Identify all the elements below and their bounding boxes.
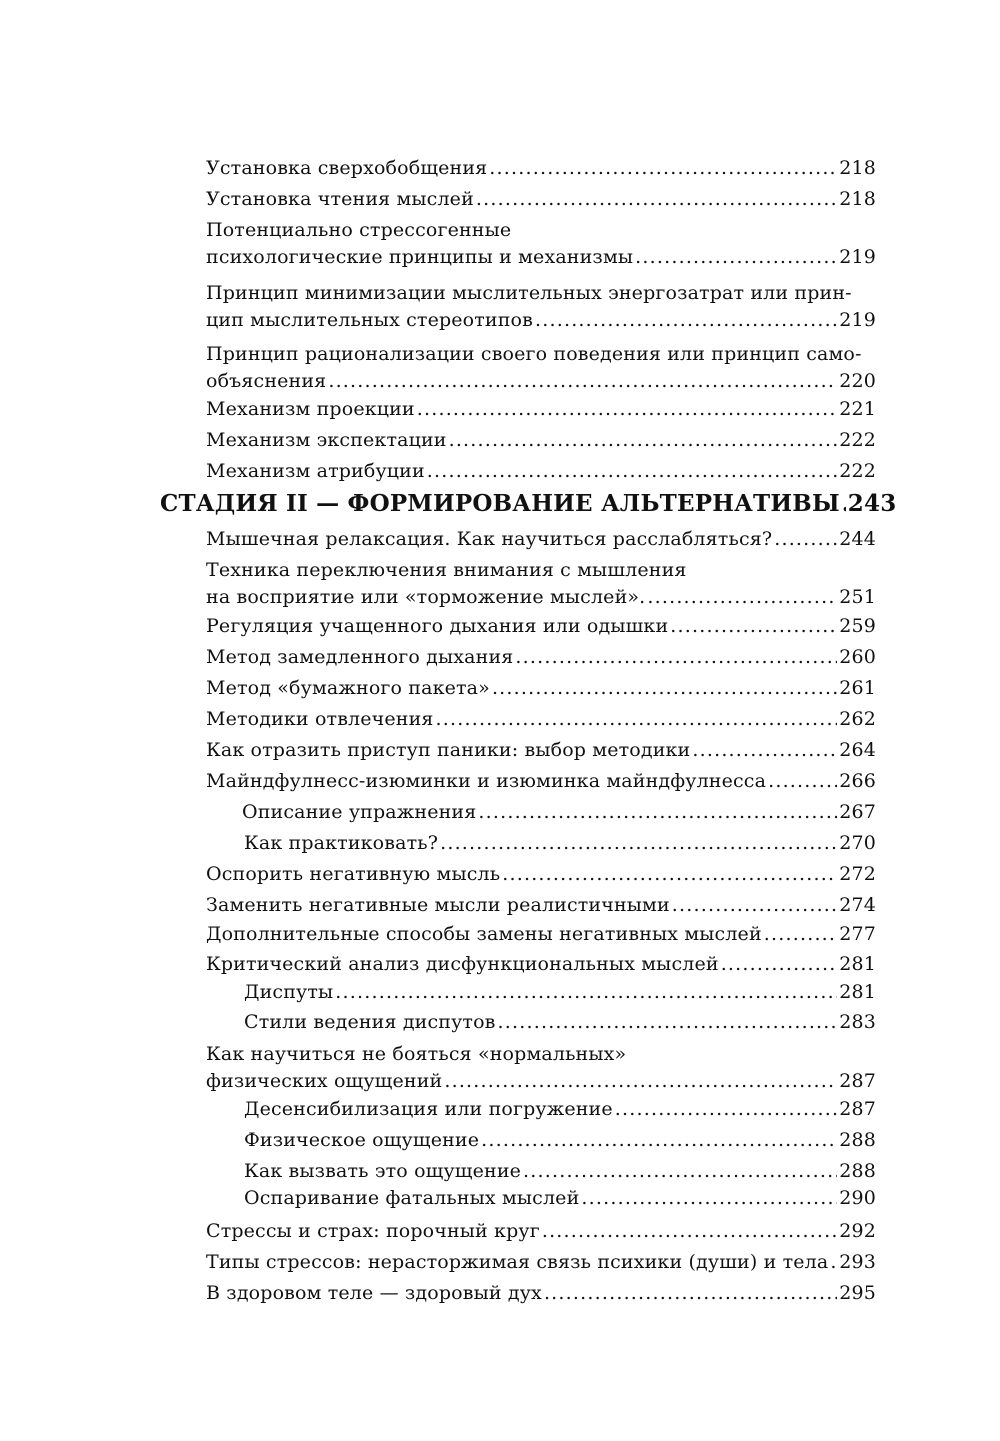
toc-entry (206, 427, 876, 454)
toc-leader-dots (515, 644, 837, 671)
toc-entry-title: Мышечная релаксация. Как научиться расслабляться? (206, 528, 773, 550)
toc-entry (206, 892, 876, 919)
toc-entry (206, 217, 876, 271)
toc-page-number: 270 (839, 832, 876, 854)
toc-entry (206, 526, 876, 553)
toc-subentry (244, 979, 876, 1006)
toc-page-number: 293 (839, 1251, 876, 1273)
toc-leader-dots (335, 979, 837, 1006)
toc-leader-dots (842, 490, 846, 517)
toc-entry-title: Как практиковать? (244, 832, 439, 854)
toc-subentry (242, 799, 876, 826)
toc-page-number: 264 (839, 739, 876, 761)
toc-subentry (244, 1009, 876, 1036)
toc-entry-title: физических ощущений (206, 1070, 443, 1092)
toc-leader-dots (481, 1127, 837, 1154)
toc-entry-title: Диспуты (244, 981, 334, 1003)
toc-entry-title: Заменить негативные мысли реалистичными (206, 894, 670, 916)
toc-entry (206, 737, 876, 764)
toc-leader-dots (692, 737, 837, 764)
toc-leader-dots (635, 244, 837, 271)
toc-entry-title: Регуляция учащенного дыхания или одышки (206, 615, 669, 637)
toc-page-number: 220 (839, 370, 876, 392)
toc-entry-title: психологические принципы и механизмы (206, 246, 634, 268)
toc-entry (206, 861, 876, 888)
toc-entry (206, 1218, 876, 1245)
toc-entry-title: Методики отвлечения (206, 708, 434, 730)
toc-entry-title: Установка сверхобобщения (206, 157, 488, 179)
toc-leader-dots (544, 1280, 837, 1307)
toc-entry-title-line: Потенциально стрессогенные (206, 219, 512, 241)
toc-entry (206, 613, 876, 640)
toc-page-number: 262 (839, 708, 876, 730)
toc-entry (206, 768, 876, 795)
toc-entry (206, 396, 876, 423)
toc-leader-dots (523, 1158, 837, 1185)
toc-subentry (244, 830, 876, 857)
toc-page-number: 267 (839, 801, 876, 823)
toc-page-number: 281 (839, 981, 876, 1003)
toc-page-number: 261 (839, 677, 876, 699)
toc-entry-title: объяснения (206, 370, 327, 392)
toc-leader-dots (672, 892, 838, 919)
toc-subentry (244, 1158, 876, 1185)
toc-page-number: 283 (839, 1011, 876, 1033)
toc-entry (206, 921, 876, 948)
toc-leader-dots (478, 799, 837, 826)
toc-entry (206, 675, 876, 702)
toc-entry-title: Метод «бумажного пакета» (206, 677, 490, 699)
toc-entry (206, 1249, 876, 1276)
toc-entry-title: Механизм экспектации (206, 429, 447, 451)
toc-entry-title: Как вызвать это ощущение (244, 1160, 522, 1182)
toc-leader-dots (774, 526, 837, 553)
toc-entry-title: Метод замедленного дыхания (206, 646, 514, 668)
toc-entry-title: Оспаривание фатальных мыслей (244, 1187, 580, 1209)
toc-page-number: 218 (839, 188, 876, 210)
toc-entry-title: Критический анализ дисфункциональных мыслей (206, 953, 719, 975)
toc-entry-title: Как отразить приступ паники: выбор методики (206, 739, 691, 761)
toc-entry (206, 951, 876, 978)
toc-entry-title: Механизм атрибуции (206, 460, 425, 482)
toc-leader-dots (449, 427, 838, 454)
toc-leader-dots (764, 921, 838, 948)
toc-leader-dots (670, 613, 837, 640)
toc-entry-title: Стрессы и страх: порочный круг (206, 1220, 540, 1242)
toc-leader-dots (444, 1068, 837, 1095)
toc-page-number: 266 (839, 770, 876, 792)
toc-page-number: 221 (839, 398, 876, 420)
toc-leader-dots (440, 830, 837, 857)
toc-leader-dots (535, 307, 837, 334)
toc-entry-title: Дополнительные способы замены негативных мыслей (206, 923, 762, 945)
toc-page-number: 218 (839, 157, 876, 179)
toc-entry (206, 557, 876, 611)
toc-leader-dots (581, 1185, 837, 1212)
toc-page-number: 287 (839, 1070, 876, 1092)
toc-subentry (244, 1127, 876, 1154)
toc-section-title: СТАДИЯ II — ФОРМИРОВАНИЕ АЛЬТЕРНАТИВЫ (160, 490, 840, 517)
toc-leader-dots (721, 951, 838, 978)
toc-entry (206, 1041, 876, 1095)
toc-subentry (244, 1185, 876, 1212)
toc-leader-dots (417, 396, 838, 423)
toc-page-number: 259 (839, 615, 876, 637)
toc-subentry (244, 1096, 876, 1123)
toc-leader-dots (768, 768, 837, 795)
toc-entry-title-line: Принцип рационализации своего поведения или принцип само- (206, 343, 862, 365)
toc-leader-dots (542, 1218, 837, 1245)
toc-leader-dots (436, 706, 838, 733)
toc-leader-dots (615, 1096, 838, 1123)
toc-leader-dots (489, 155, 837, 182)
toc-leader-dots (830, 1249, 837, 1276)
toc-entry-title: В здоровом теле — здоровый дух (206, 1282, 542, 1304)
toc-leader-dots (647, 584, 837, 611)
toc-page-number: 272 (839, 863, 876, 885)
toc-leader-dots (328, 368, 837, 395)
toc-entry (206, 458, 876, 485)
toc-entry-title: Установка чтения мыслей (206, 188, 474, 210)
toc-entry-title: цип мыслительных стереотипов (206, 309, 533, 331)
toc-page-number: 243 (847, 490, 897, 517)
toc-entry (206, 644, 876, 671)
toc-entry-title: Типы стрессов: нерасторжимая связь психики (души) и тела (206, 1251, 829, 1273)
toc-section-heading (160, 490, 897, 517)
toc-page-number: 219 (839, 309, 876, 331)
toc-entry-title: Десенсибилизация или погружение (244, 1098, 613, 1120)
toc-page-number: 287 (839, 1098, 876, 1120)
toc-entry-title: Физическое ощущение (244, 1129, 480, 1151)
toc-page-number: 251 (839, 586, 876, 608)
toc-page-number: 277 (839, 923, 876, 945)
toc-entry (206, 706, 876, 733)
toc-page-number: 288 (839, 1129, 876, 1151)
toc-page-number: 244 (839, 528, 876, 550)
toc-entry-title-line: Техника переключения внимания с мышления (206, 559, 687, 581)
toc-entry (206, 155, 876, 182)
toc-entry-title-line: Как научиться не бояться «нормальных» (206, 1043, 627, 1065)
toc-page-number: 219 (839, 246, 876, 268)
toc-entry (206, 186, 876, 213)
toc-leader-dots (427, 458, 838, 485)
toc-page-number: 274 (839, 894, 876, 916)
toc-entry-title: Майндфулнесс-изюминки и изюминка майндфулнесса (206, 770, 767, 792)
toc-entry-title: Оспорить негативную мысль (206, 863, 501, 885)
toc-page-number: 222 (839, 429, 876, 451)
toc-leader-dots (476, 186, 837, 213)
toc-page-number: 222 (839, 460, 876, 482)
toc-entry-title: Механизм проекции (206, 398, 415, 420)
toc-entry (206, 341, 876, 395)
toc-page-number: 292 (839, 1220, 876, 1242)
toc-page-number: 295 (839, 1282, 876, 1304)
toc-entry-title: Стили ведения диспутов (244, 1011, 496, 1033)
toc-leader-dots (498, 1009, 838, 1036)
toc-entry-title: Описание упражнения (242, 801, 477, 823)
toc-page-number: 288 (839, 1160, 876, 1182)
toc-page-number: 290 (839, 1187, 876, 1209)
toc-leader-dots (492, 675, 837, 702)
toc-page-number: 260 (839, 646, 876, 668)
toc-entry-title: на восприятие или «торможение мыслей». (206, 586, 646, 608)
toc-leader-dots (502, 861, 837, 888)
toc-entry-title-line: Принцип минимизации мыслительных энергозатрат или прин- (206, 282, 852, 304)
toc-page-number: 281 (839, 953, 876, 975)
toc-entry (206, 280, 876, 334)
toc-entry (206, 1280, 876, 1307)
